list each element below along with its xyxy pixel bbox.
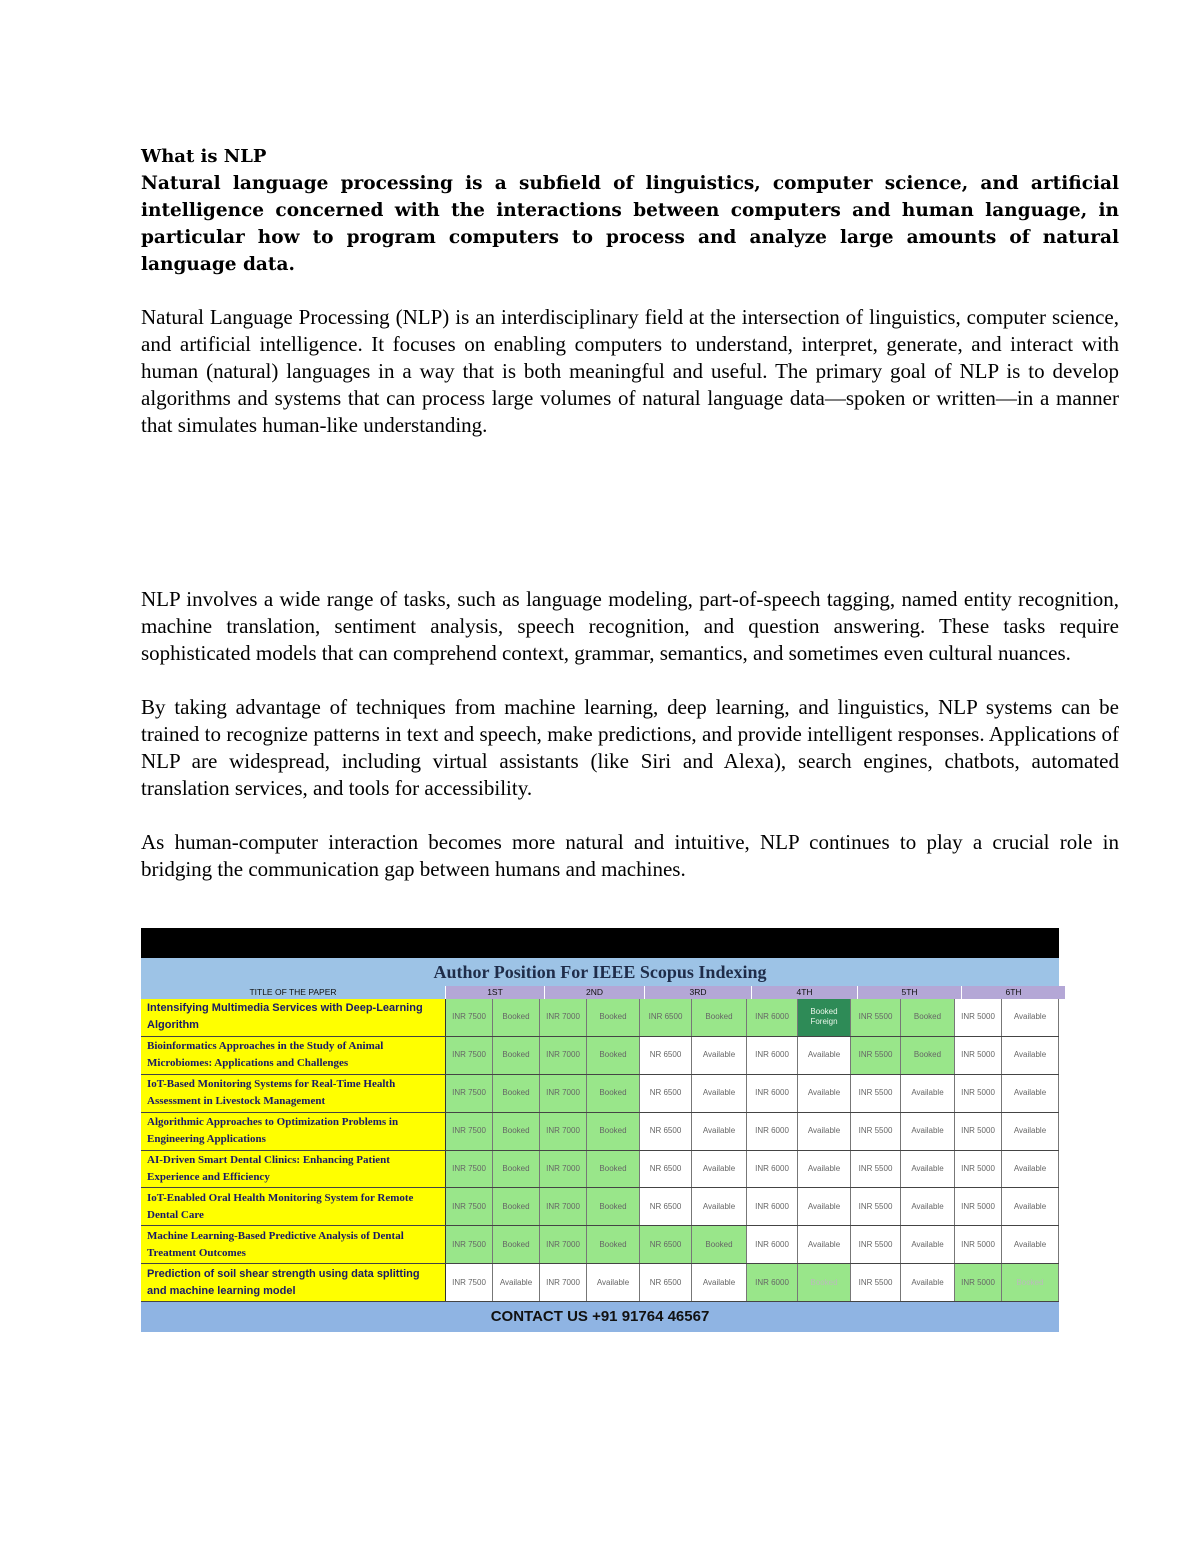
status-cell: Booked: [692, 1226, 747, 1263]
status-cell: Available: [692, 1037, 747, 1074]
status-cell: Available: [798, 1075, 851, 1112]
price-cell: INR 7000: [540, 1113, 587, 1150]
header-title-of-paper: TITLE OF THE PAPER: [141, 986, 446, 999]
price-cell: INR 7000: [540, 1226, 587, 1263]
table-row: [141, 999, 1059, 1037]
price-cell: INR 5500: [851, 1151, 901, 1188]
header-position-5: 5TH: [858, 986, 962, 999]
paper-title: IoT-Enabled Oral Health Monitoring System for Remote Dental Care: [141, 1188, 446, 1225]
price-cell: NR 6500: [640, 1037, 692, 1074]
price-cell: INR 5000: [955, 1264, 1002, 1301]
price-cell: INR 5500: [851, 1226, 901, 1263]
status-cell: Booked: [493, 999, 540, 1036]
status-cell: Booked: [587, 1188, 640, 1225]
document-body: [141, 144, 1119, 910]
status-cell: Available: [1002, 1151, 1059, 1188]
status-cell: Available: [1002, 1113, 1059, 1150]
status-cell: Booked: [493, 1113, 540, 1150]
table-row: [141, 1264, 1059, 1302]
table-row: [141, 1188, 1059, 1226]
price-cell: INR 5000: [955, 1188, 1002, 1225]
status-cell: Available: [901, 1113, 955, 1150]
price-cell: INR 7000: [540, 1075, 587, 1112]
status-cell: Booked: [493, 1151, 540, 1188]
price-cell: NR 6500: [640, 1188, 692, 1225]
price-cell: INR 6000: [747, 1151, 798, 1188]
price-cell: INR 7500: [446, 1075, 493, 1112]
price-cell: INR 6000: [747, 1075, 798, 1112]
table-row: [141, 1113, 1059, 1151]
table-row: [141, 1226, 1059, 1264]
price-cell: INR 7000: [540, 999, 587, 1036]
status-cell: Available: [798, 1188, 851, 1225]
paragraph-techniques: By taking advantage of techniques from machine learning, deep learning, and linguistics, NLP systems can be trained to recognize patterns in text and speech, make predictions, and provide intelligent responses. Applications of NLP are widespread, including virtual assistants (like Siri and Alexa), search engines, chatbots, automated translation services, and tools for accessibility.: [141, 695, 1119, 800]
status-cell: Available: [1002, 1188, 1059, 1225]
price-cell: NR 6500: [640, 1113, 692, 1150]
price-cell: INR 7000: [540, 1037, 587, 1074]
table-top-bar: [141, 928, 1059, 958]
status-cell: Booked: [901, 999, 955, 1036]
price-cell: INR 5500: [851, 1075, 901, 1112]
paragraph-conclusion: As human-computer interaction becomes more natural and intuitive, NLP continues to play a crucial role in bridging the communication gap between humans and machines.: [141, 830, 1119, 881]
price-cell: INR 5500: [851, 1037, 901, 1074]
paper-title: Bioinformatics Approaches in the Study of Animal Microbiomes: Applications and Challenges: [141, 1037, 446, 1074]
price-cell: INR 6500: [640, 999, 692, 1036]
paper-title: Prediction of soil shear strength using data splitting and machine learning model: [141, 1264, 446, 1301]
price-cell: INR 5500: [851, 1188, 901, 1225]
price-cell: INR 6000: [747, 1264, 798, 1301]
paragraph-tasks: NLP involves a wide range of tasks, such as language modeling, part-of-speech tagging, named entity recognition, machine translation, sentiment analysis, speech recognition, and question answering. These tasks require sophisticated models that can comprehend context, grammar, semantics, and sometimes even cultural nuances.: [141, 587, 1119, 665]
table-header-row: [141, 986, 1059, 999]
status-cell: Available: [692, 1151, 747, 1188]
price-cell: NR 6500: [640, 1075, 692, 1112]
price-cell: NR 6500: [640, 1264, 692, 1301]
status-cell: Booked: [493, 1075, 540, 1112]
status-cell: Available: [901, 1188, 955, 1225]
price-cell: INR 5500: [851, 1264, 901, 1301]
status-cell: Available: [901, 1075, 955, 1112]
price-cell: INR 5500: [851, 1113, 901, 1150]
table-row: [141, 1075, 1059, 1113]
price-cell: INR 5000: [955, 999, 1002, 1036]
nlp-definition: Natural language processing is a subfield of linguistics, computer science, and artificial intelligence concerned with the interactions between computers and human language, in particular how to program computers to process and analyze large amounts of natural language data.: [141, 173, 1119, 275]
status-cell: Booked: [587, 1226, 640, 1263]
status-cell: Available: [1002, 1075, 1059, 1112]
paper-title: Intensifying Multimedia Services with Deep-Learning Algorithm: [141, 999, 446, 1036]
status-cell: Booked Foreign: [798, 999, 851, 1036]
price-cell: INR 5000: [955, 1113, 1002, 1150]
price-cell: INR 7000: [540, 1264, 587, 1301]
status-cell: Available: [692, 1264, 747, 1301]
status-cell: Available: [1002, 1037, 1059, 1074]
price-cell: INR 6000: [747, 1037, 798, 1074]
price-cell: INR 7500: [446, 1037, 493, 1074]
author-position-table: [141, 928, 1059, 1340]
status-cell: Booked: [901, 1037, 955, 1074]
status-cell: Available: [901, 1226, 955, 1263]
price-cell: NR 6500: [640, 1151, 692, 1188]
paragraph-intro: Natural Language Processing (NLP) is an interdisciplinary field at the intersection of linguistics, computer science, and artificial intelligence. It focuses on enabling computers to understand, interpret, generate, and interact with human (natural) languages in a way that is both meaningful and useful. The primary goal of NLP is to develop algorithms and systems that can process large volumes of natural language data—spoken or written—in a manner that simulates human-like understanding.: [141, 305, 1119, 437]
status-cell: Booked: [798, 1264, 851, 1301]
price-cell: INR 5500: [851, 999, 901, 1036]
status-cell: Booked: [493, 1226, 540, 1263]
status-cell: Available: [1002, 1226, 1059, 1263]
status-cell: Booked: [493, 1188, 540, 1225]
status-cell: Booked: [493, 1037, 540, 1074]
status-cell: Available: [1002, 999, 1059, 1036]
table-body: [141, 999, 1059, 1302]
status-cell: Available: [798, 1151, 851, 1188]
status-cell: Available: [692, 1188, 747, 1225]
paper-title: Machine Learning-Based Predictive Analysis of Dental Treatment Outcomes: [141, 1226, 446, 1263]
price-cell: INR 7000: [540, 1151, 587, 1188]
price-cell: INR 5000: [955, 1151, 1002, 1188]
header-position-1: 1ST: [446, 986, 545, 999]
price-cell: INR 5000: [955, 1037, 1002, 1074]
price-cell: INR 6000: [747, 1113, 798, 1150]
header-position-6: 6TH: [962, 986, 1066, 999]
price-cell: INR 6000: [747, 1226, 798, 1263]
price-cell: INR 7500: [446, 1113, 493, 1150]
table-row: [141, 1151, 1059, 1189]
status-cell: Booked: [692, 999, 747, 1036]
status-cell: Booked: [587, 1151, 640, 1188]
status-cell: Booked: [1002, 1264, 1059, 1301]
paper-title: IoT-Based Monitoring Systems for Real-Time Health Assessment in Livestock Management: [141, 1075, 446, 1112]
status-cell: Available: [798, 1037, 851, 1074]
price-cell: INR 7500: [446, 1226, 493, 1263]
price-cell: INR 6000: [747, 999, 798, 1036]
header-position-2: 2ND: [545, 986, 645, 999]
status-cell: Booked: [587, 1075, 640, 1112]
header-position-4: 4TH: [752, 986, 858, 999]
status-cell: Booked: [587, 1113, 640, 1150]
status-cell: Available: [587, 1264, 640, 1301]
price-cell: INR 7500: [446, 999, 493, 1036]
table-row: [141, 1037, 1059, 1075]
paper-title: Algorithmic Approaches to Optimization Problems in Engineering Applications: [141, 1113, 446, 1150]
header-position-3: 3RD: [645, 986, 752, 999]
price-cell: INR 6000: [747, 1188, 798, 1225]
status-cell: Available: [493, 1264, 540, 1301]
price-cell: INR 7000: [540, 1188, 587, 1225]
price-cell: INR 7500: [446, 1151, 493, 1188]
contact-banner: CONTACT US +91 91764 46567: [141, 1302, 1059, 1332]
status-cell: Available: [798, 1113, 851, 1150]
price-cell: NR 6500: [640, 1226, 692, 1263]
document-heading: What is NLP: [141, 146, 267, 167]
price-cell: INR 5000: [955, 1226, 1002, 1263]
status-cell: Booked: [587, 1037, 640, 1074]
status-cell: Available: [798, 1226, 851, 1263]
price-cell: INR 5000: [955, 1075, 1002, 1112]
price-cell: INR 7500: [446, 1264, 493, 1301]
status-cell: Available: [692, 1113, 747, 1150]
status-cell: Available: [901, 1264, 955, 1301]
paper-title: AI-Driven Smart Dental Clinics: Enhancing Patient Experience and Efficiency: [141, 1151, 446, 1188]
status-cell: Available: [901, 1151, 955, 1188]
table-title: Author Position For IEEE Scopus Indexing: [141, 958, 1059, 986]
status-cell: Booked: [587, 999, 640, 1036]
status-cell: Available: [692, 1075, 747, 1112]
price-cell: INR 7500: [446, 1188, 493, 1225]
